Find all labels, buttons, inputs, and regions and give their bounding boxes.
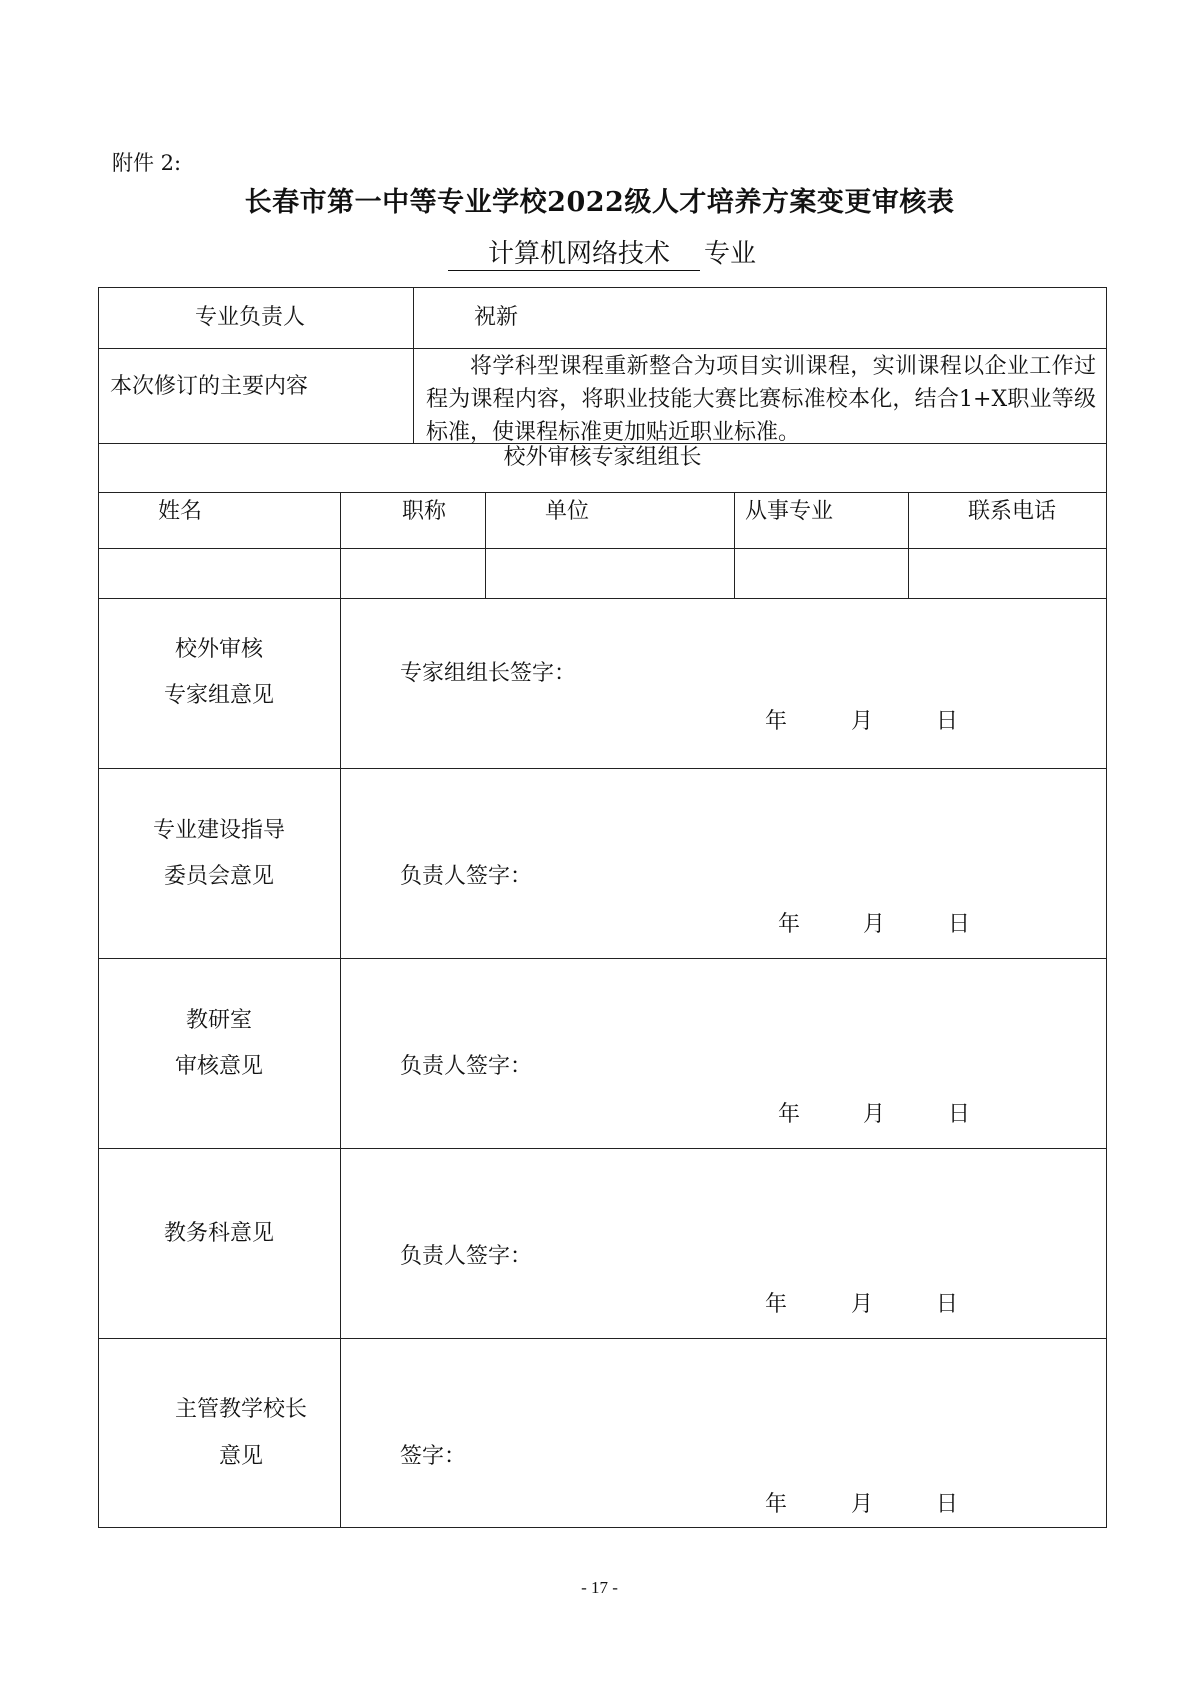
section-label-principal: 主管教学校长 xyxy=(174,1397,307,1422)
row-divider xyxy=(98,1338,1107,1339)
section-label-committee: 委员会意见 xyxy=(163,864,274,889)
col-unit: 单位 xyxy=(545,499,590,524)
date-month: 月 xyxy=(851,1292,874,1317)
signature-label: 负责人签字： xyxy=(400,1054,533,1079)
date-year: 年 xyxy=(778,1102,801,1127)
section-label-external-expert: 校外审核 xyxy=(174,637,263,662)
major-suffix: 专业 xyxy=(704,239,757,269)
date-day: 日 xyxy=(936,1492,959,1517)
revision-text[interactable]: 将学科型课程重新整合为项目实训课程，实训课程以企业工作过程为课程内容，将职业技能大赛比赛标准校本化，结合1+X职业等级标准，使课程标准更加贴近职业标准。 xyxy=(426,354,1096,445)
leader-value[interactable]: 祝新 xyxy=(474,305,519,330)
expert-leader-header: 校外审核专家组组长 xyxy=(503,445,702,470)
date-day: 日 xyxy=(936,1292,959,1317)
section-label-academic-affairs: 教务科意见 xyxy=(163,1221,274,1246)
col-divider xyxy=(734,492,735,598)
table-frame xyxy=(98,287,1107,1528)
col-divider xyxy=(340,492,341,1528)
cell-title-input[interactable] xyxy=(342,550,484,597)
date-month: 月 xyxy=(863,912,886,937)
row-divider xyxy=(98,548,1107,549)
cell-field-input[interactable] xyxy=(736,550,907,597)
row-divider xyxy=(98,768,1107,769)
section-label-principal: 意见 xyxy=(218,1444,263,1469)
row-divider xyxy=(98,348,1107,349)
date-month: 月 xyxy=(851,1492,874,1517)
signature-label: 负责人签字： xyxy=(400,864,533,889)
signature-label: 负责人签字： xyxy=(400,1244,533,1269)
col-phone: 联系电话 xyxy=(968,499,1057,524)
section-label-teaching-office: 审核意见 xyxy=(174,1054,263,1079)
page-number: - 17 - xyxy=(581,1578,618,1597)
leader-label: 专业负责人 xyxy=(195,305,306,330)
cell-unit-input[interactable] xyxy=(487,550,733,597)
revision-label: 本次修订的主要内容 xyxy=(110,374,309,399)
major-line xyxy=(448,233,756,271)
row-divider xyxy=(98,492,1107,493)
date-day: 日 xyxy=(948,912,971,937)
section-label-committee: 专业建设指导 xyxy=(152,818,285,843)
major-name[interactable]: 计算机网络技术 xyxy=(448,238,700,271)
row-divider xyxy=(98,958,1107,959)
signature-label: 专家组组长签字： xyxy=(400,661,577,686)
date-month: 月 xyxy=(863,1102,886,1127)
section-label-teaching-office: 教研室 xyxy=(185,1008,252,1033)
cell-name-input[interactable] xyxy=(99,550,339,597)
date-day: 日 xyxy=(948,1102,971,1127)
date-year: 年 xyxy=(765,709,788,734)
row-divider xyxy=(98,1148,1107,1149)
row-divider xyxy=(98,598,1107,599)
date-year: 年 xyxy=(765,1492,788,1517)
form-title: 长春市第一中等专业学校2022级人才培养方案变更审核表 xyxy=(244,187,955,218)
signature-label: 签字： xyxy=(400,1444,467,1469)
attachment-label: 附件 2: xyxy=(112,151,182,175)
col-divider xyxy=(908,492,909,598)
section-label-external-expert: 专家组意见 xyxy=(163,683,274,708)
col-divider xyxy=(485,492,486,598)
col-field: 从事专业 xyxy=(745,499,834,524)
date-year: 年 xyxy=(778,912,801,937)
col-name: 姓名 xyxy=(158,499,203,524)
cell-phone-input[interactable] xyxy=(910,550,1106,597)
col-divider xyxy=(413,287,414,443)
col-title: 职称 xyxy=(402,499,447,524)
date-day: 日 xyxy=(936,709,959,734)
date-month: 月 xyxy=(851,709,874,734)
date-year: 年 xyxy=(765,1292,788,1317)
